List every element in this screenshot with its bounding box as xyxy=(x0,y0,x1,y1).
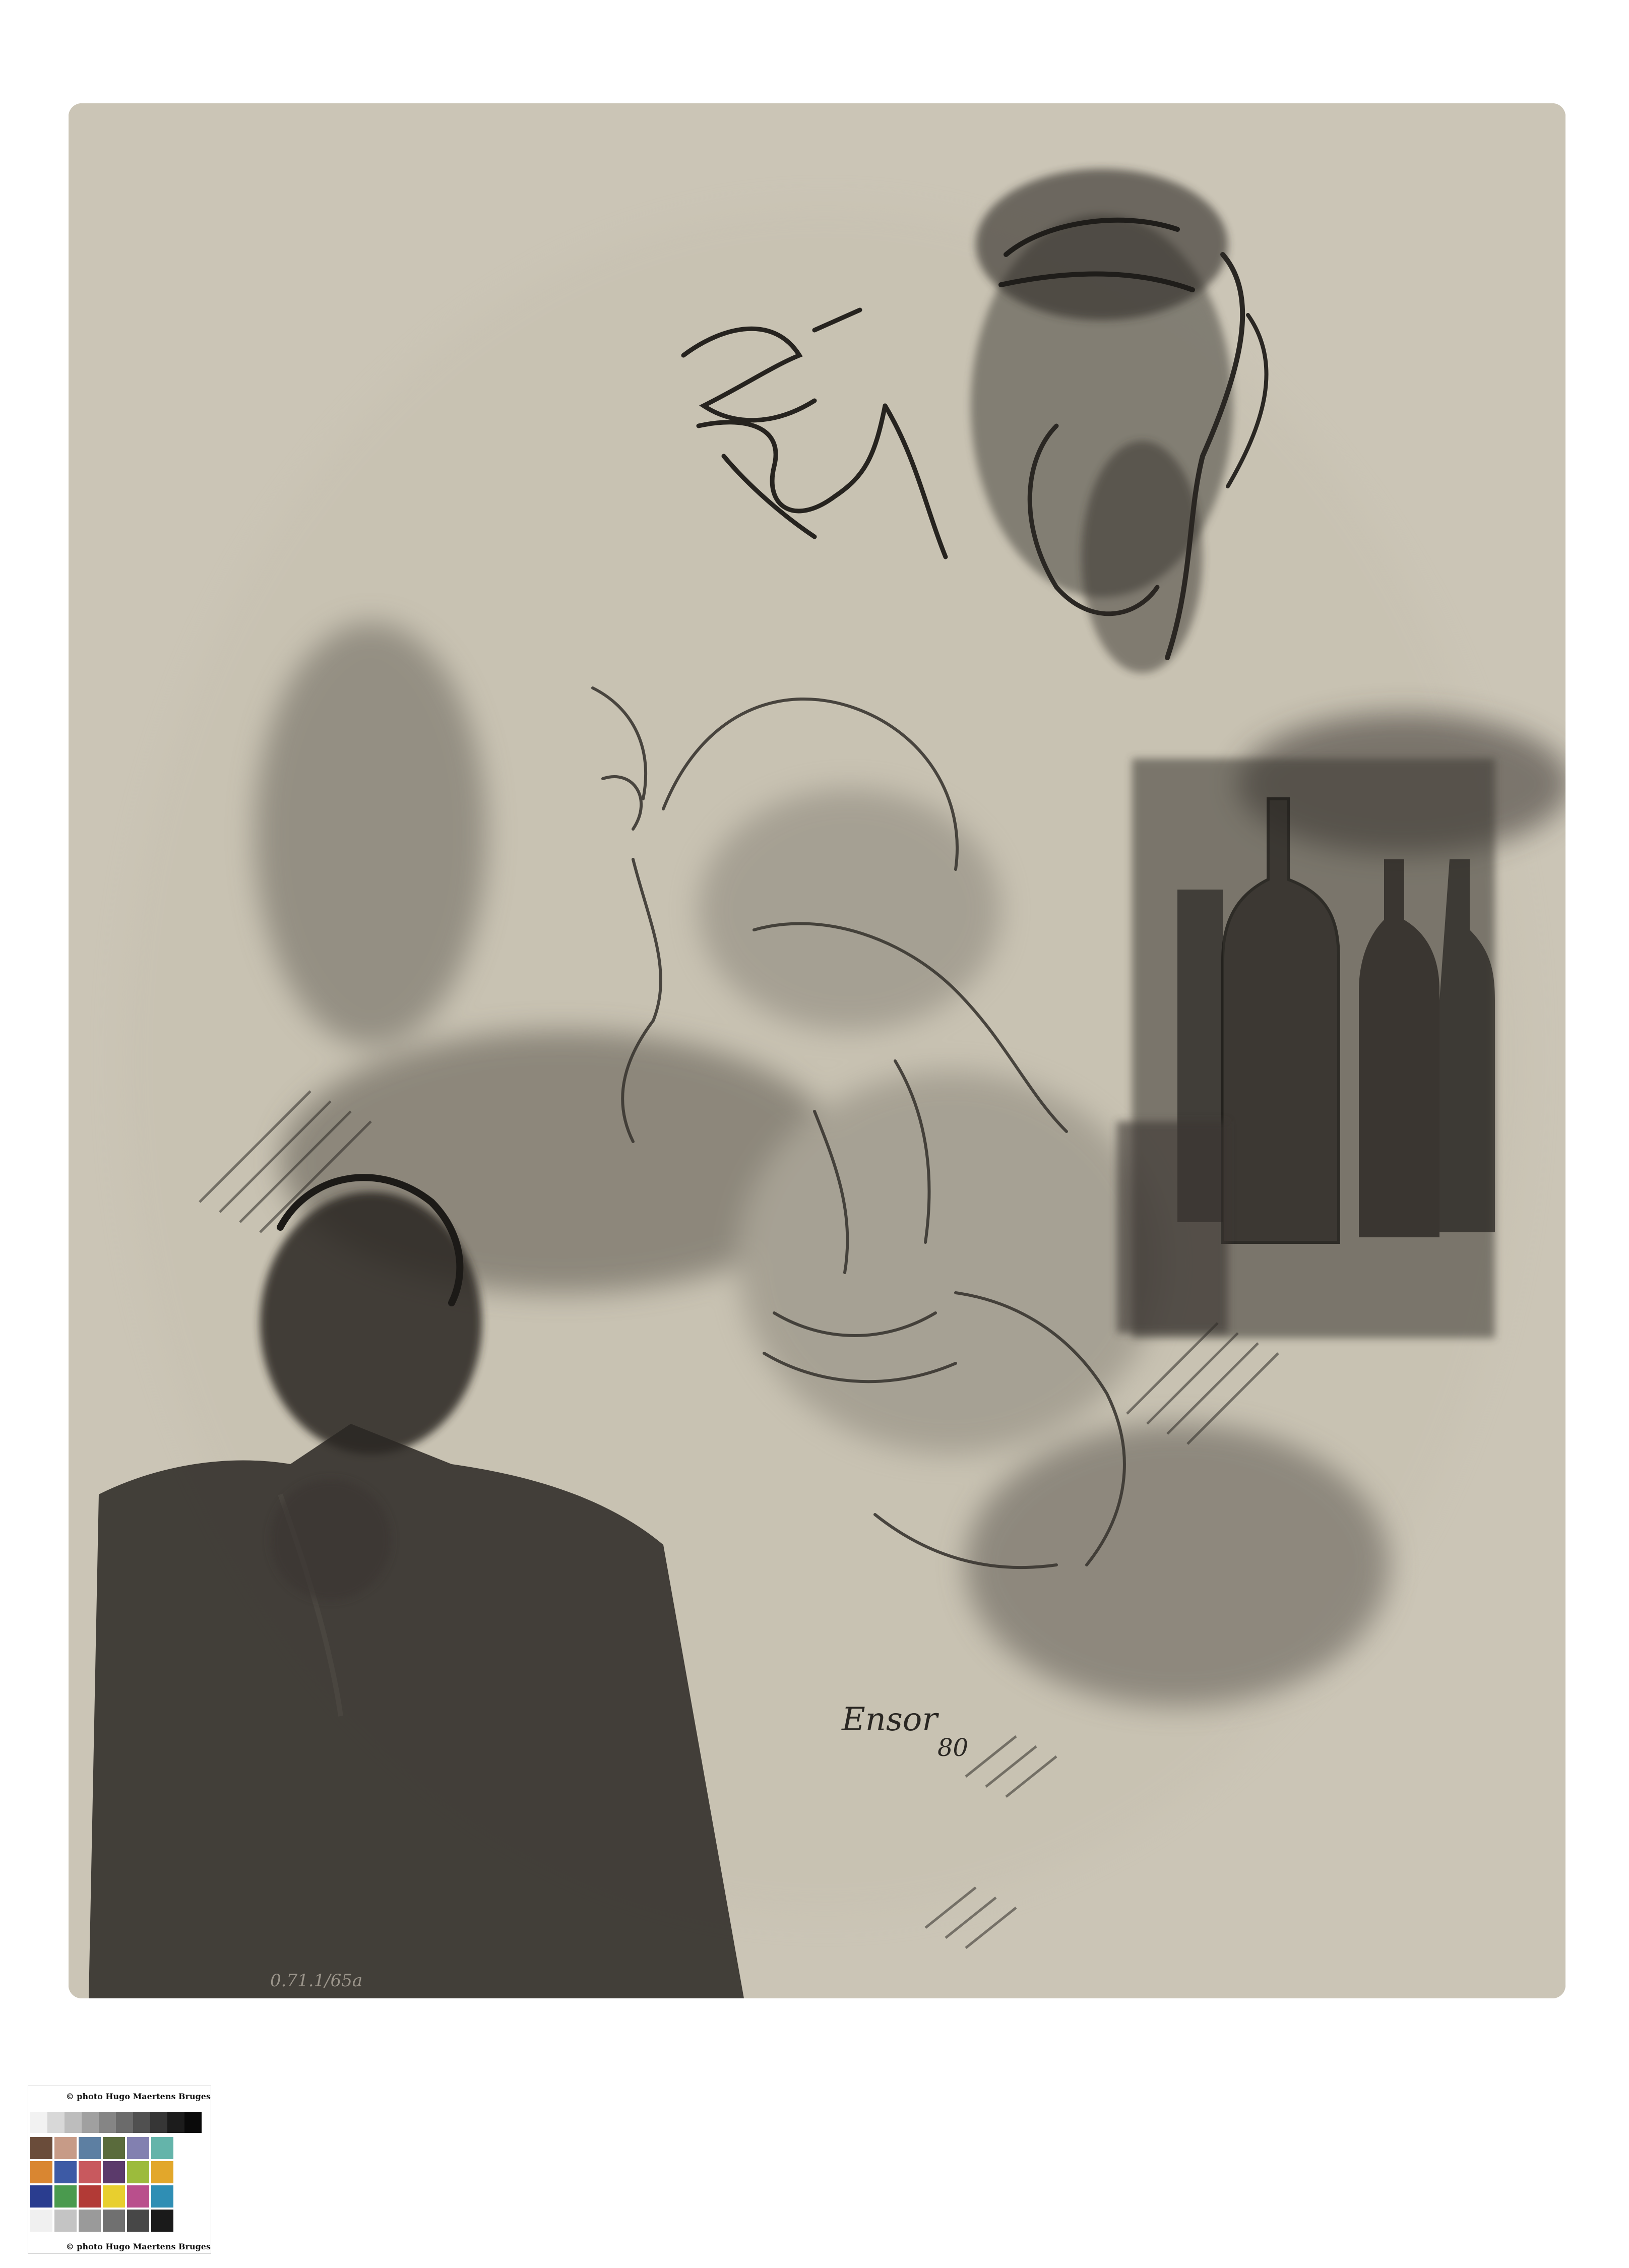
grey-scale-strip xyxy=(30,2112,202,2133)
artist-signature: Ensor xyxy=(842,1701,937,1738)
color-patch xyxy=(30,2210,52,2232)
color-patch xyxy=(103,2161,125,2183)
color-patch xyxy=(54,2137,77,2159)
color-patch xyxy=(30,2185,52,2208)
color-patch xyxy=(103,2210,125,2232)
grey-patch xyxy=(47,2112,65,2133)
color-patch xyxy=(127,2185,149,2208)
color-patch xyxy=(79,2185,101,2208)
signature-year: 80 xyxy=(937,1734,969,1762)
drawing-sheet xyxy=(69,103,1565,1998)
color-patch xyxy=(103,2185,125,2208)
grey-patch xyxy=(65,2112,82,2133)
grey-patch xyxy=(116,2112,133,2133)
color-patch xyxy=(79,2210,101,2232)
color-patch xyxy=(151,2185,173,2208)
color-patch xyxy=(30,2137,52,2159)
photo-credit-bottom: © photo Hugo Maertens Bruges xyxy=(66,2242,211,2251)
color-patch xyxy=(127,2210,149,2232)
color-patch xyxy=(127,2137,149,2159)
photo-credit: © photo Hugo Maertens Bruges xyxy=(66,2092,211,2101)
color-patch xyxy=(54,2210,77,2232)
grey-patch xyxy=(133,2112,150,2133)
color-patch xyxy=(54,2185,77,2208)
color-patch xyxy=(103,2137,125,2159)
grey-patch xyxy=(30,2112,47,2133)
inventory-number: 0.71.1/65a xyxy=(270,1971,363,1991)
color-patch xyxy=(151,2137,173,2159)
color-patch xyxy=(151,2210,173,2232)
color-patch xyxy=(54,2161,77,2183)
grey-patch xyxy=(184,2112,202,2133)
grey-patch xyxy=(99,2112,116,2133)
wine-bottles xyxy=(1117,759,1495,1338)
grey-patch xyxy=(167,2112,184,2133)
grey-patch xyxy=(82,2112,99,2133)
color-checker-grid xyxy=(30,2137,181,2232)
color-patch xyxy=(79,2161,101,2183)
color-patch xyxy=(79,2137,101,2159)
grey-patch xyxy=(150,2112,167,2133)
color-patch xyxy=(30,2161,52,2183)
charcoal-sketch xyxy=(69,103,1565,1998)
color-patch xyxy=(151,2161,173,2183)
color-patch xyxy=(127,2161,149,2183)
